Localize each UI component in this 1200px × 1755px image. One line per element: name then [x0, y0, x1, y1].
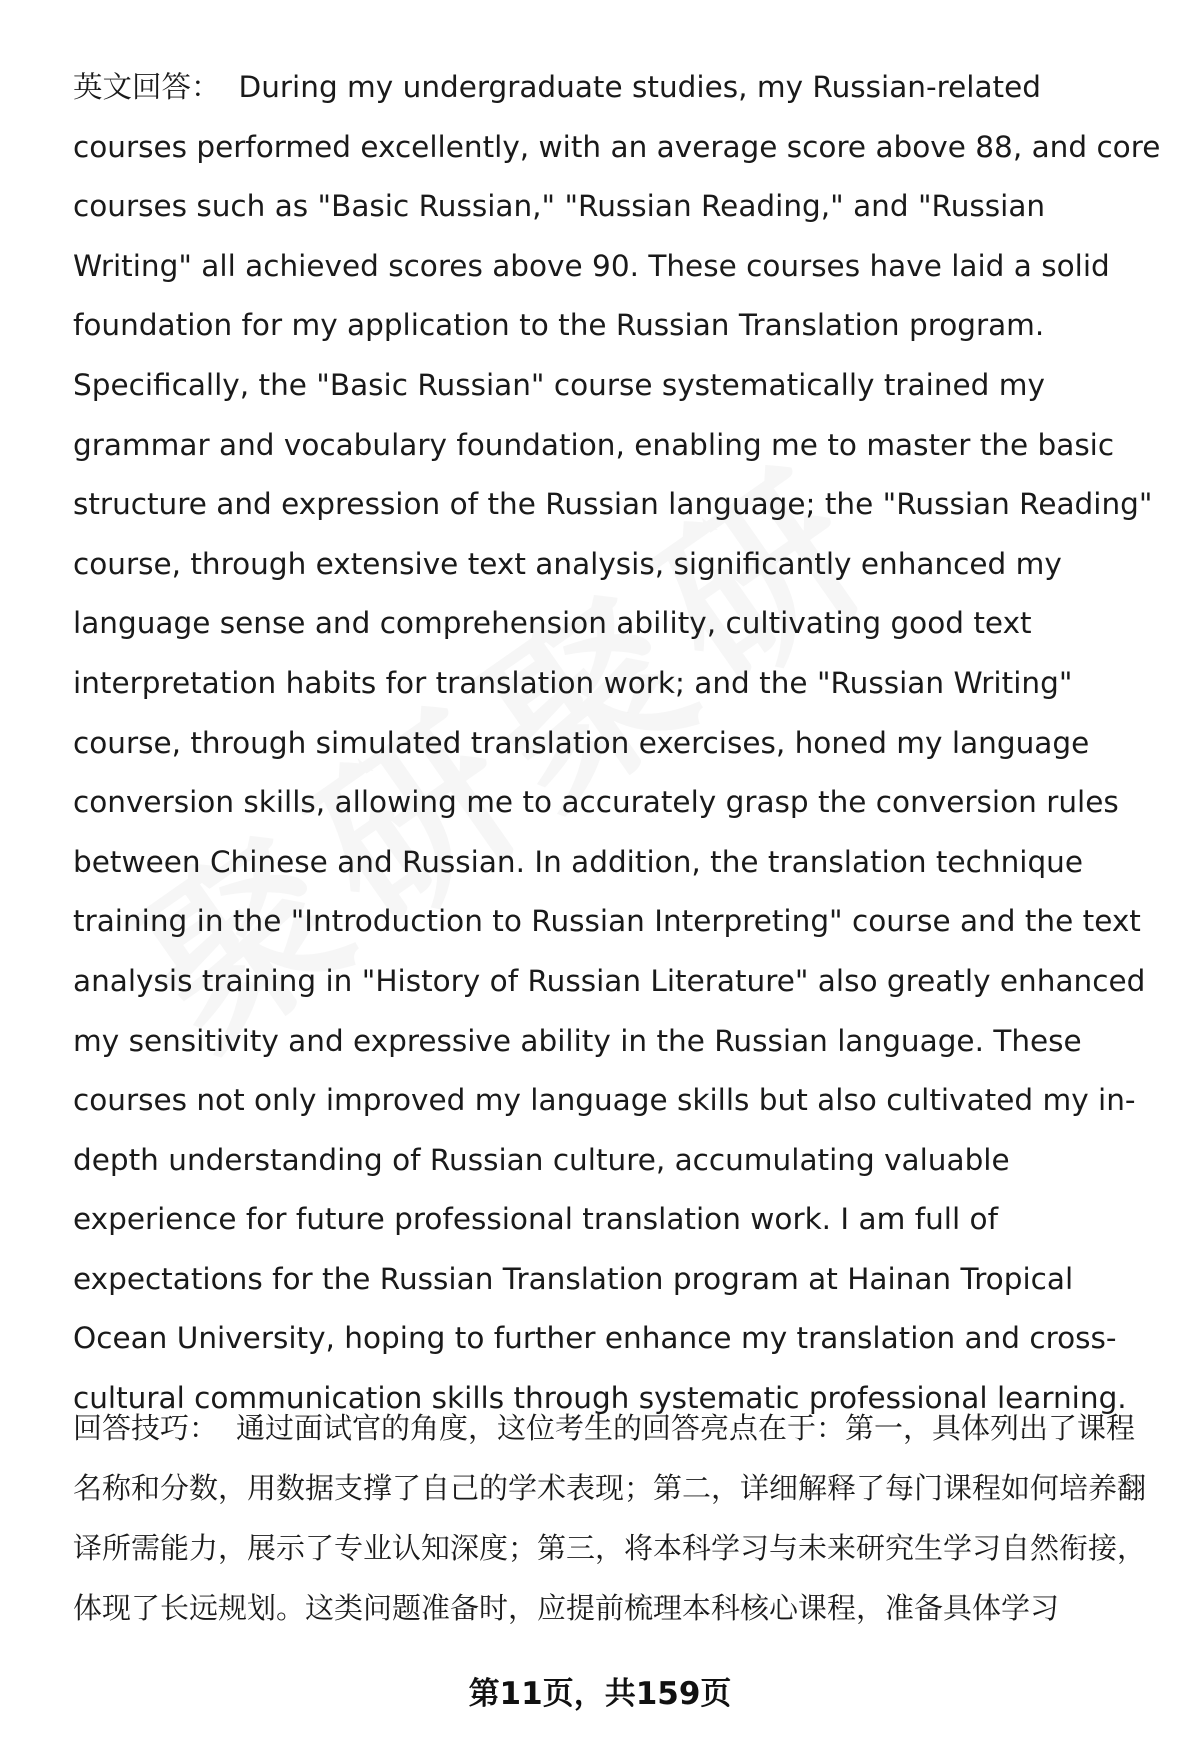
- english-answer-label: 英文回答：: [73, 70, 221, 104]
- english-answer-paragraph: [73, 58, 1163, 1429]
- page-number: 第11页，共159页: [468, 1676, 732, 1712]
- answer-tips-text: 通过面试官的角度，这位考生的回答亮点在于：第一，具体列出了课程名称和分数，用数据支撑了自己的学术表现；第二，详细解释了每门课程如何培养翻译所需能力，展示了专业认知深度；第三，将本科学习与未来研究生学习自然衔接，体现了长远规划。这类问题准备时，应提前梳理本科核心课程，准备具体学习: [73, 1411, 1147, 1625]
- answer-tips-label: 回答技巧：: [73, 1411, 219, 1445]
- english-answer-text: During my undergraduate studies, my Russian-related courses performed excellently, with an average score above 88, and core courses such as "Basic Russian," "Russian Reading," and "Russian Writing" all achieved scores above 90. These courses have laid a solid foundation for my application to the Russian Translation program. Specifically, the "Basic Russian" course systematically trained my grammar and vocabulary foundation, enabling me to master the basic structure and expression of the Russian language; the "Russian Reading" course, through extensive text analysis, significantly enhanced my language sense and comprehension ability, cultivating good text interpretation habits for translation work; and the "Russian Writing" course, through simulated translation exercises, honed my language conversion skills, allowing me to accurately grasp the conversion rules between Chinese and Russian. In addition, the translation technique training in the "Introduction to Russian Interpreting" course and the text analysis training in "History of Russian Literature" also greatly enhanced my sensitivity and expressive ability in the Russian language. These courses not only improved my language skills but also cultivated my in-depth understanding of Russian culture, accumulating valuable experience for future professional translation work. I am full of expectations for the Russian Translation program at Hainan Tropical Ocean University, hoping to further enhance my translation and cross-cultural communication skills through systematic professional learning.: [73, 70, 1161, 1416]
- answer-tips-paragraph: [73, 1398, 1163, 1638]
